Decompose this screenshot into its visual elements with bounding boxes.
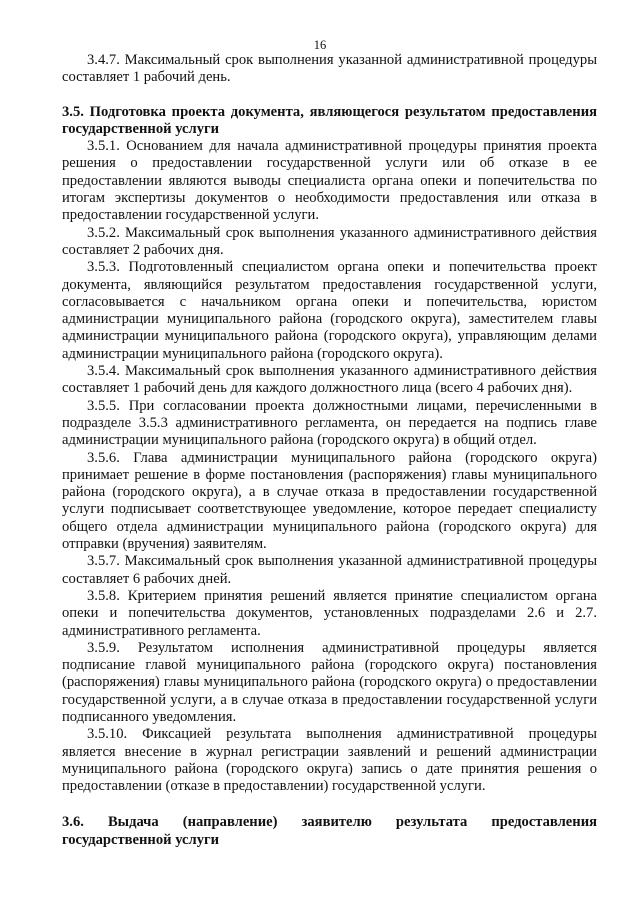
paragraph-3-5-6: 3.5.6. Глава администрации муниципального района (городского округа) принимает решение в форме постановления (распоряжения) главы муниципального района (городского округа), а в случае отказа в предоставлении государственной услуги подписывает соответствующее уведомление, которое передает специалисту общего отдела администрации муниципального района (городского округа) для отправки (вручения) заявителям. xyxy=(62,449,597,553)
paragraph-3-5-2: 3.5.2. Максимальный срок выполнения указанного административного действия составляет 2 рабочих дня. xyxy=(62,224,597,258)
section-heading-3-5: 3.5. Подготовка проекта документа, являющегося результатом предоставления государственной услуги xyxy=(62,103,597,137)
paragraph-3-5-8: 3.5.8. Критерием принятия решений является принятие специалистом органа опеки и попечительства документов, установленных подразделами 2.6 и 2.7. административного регламента. xyxy=(62,587,597,639)
paragraph-3-5-1: 3.5.1. Основанием для начала административной процедуры принятия проекта решения о предоставлении государственной услуги или об отказе в ее предоставлении являются выводы специалиста органа опеки и попечительства по итогам экспертизы документов о необходимости предоставления или отказа в предоставлении государственной услуги. xyxy=(62,138,597,224)
paragraph-3-4-7: 3.4.7. Максимальный срок выполнения указанной административной процедуры составляет 1 рабочий день. xyxy=(62,52,597,86)
paragraph-3-5-5: 3.5.5. При согласовании проекта должностными лицами, перечисленными в подразделе 3.5.3 административного регламента, он передается на подпись главе администрации муниципального района (городского округа) в общий отдел. xyxy=(62,397,597,449)
page-number: 16 xyxy=(313,38,327,52)
section-heading-3-6: 3.6. Выдача (направление) заявителю результата предоставления государственной услуги xyxy=(62,814,597,848)
paragraph-3-5-9: 3.5.9. Результатом исполнения административной процедуры является подписание главой муниципального района (городского округа) постановления (распоряжения) главы муниципального района (городского округа) о предоставлении государственной услуги, а в случае отказа в предоставлении государственной услуги подписанного уведомления. xyxy=(62,639,597,725)
document-body xyxy=(62,52,597,849)
paragraph-3-5-7: 3.5.7. Максимальный срок выполнения указанной административной процедуры составляет 6 рабочих дней. xyxy=(62,553,597,587)
paragraph-3-5-4: 3.5.4. Максимальный срок выполнения указанного административного действия составляет 1 рабочий день для каждого должностного лица (всего 4 рабочих дня). xyxy=(62,363,597,397)
paragraph-3-5-3: 3.5.3. Подготовленный специалистом органа опеки и попечительства проект документа, являющийся результатом предоставления государственной услуги, согласовывается с начальником органа опеки и попечительства, юристом администрации муниципального района (городского округа), заместителем главы администрации муниципального района (городского округа), управляющим делами администрации муниципального района (городского округа). xyxy=(62,259,597,362)
paragraph-3-5-10: 3.5.10. Фиксацией результата выполнения административной процедуры является внесение в журнал регистрации заявлений и решений администрации муниципального района (городского округа) запись о дате принятия решения о предоставлении (отказе в предоставлении) государственной услуги. xyxy=(62,726,597,795)
